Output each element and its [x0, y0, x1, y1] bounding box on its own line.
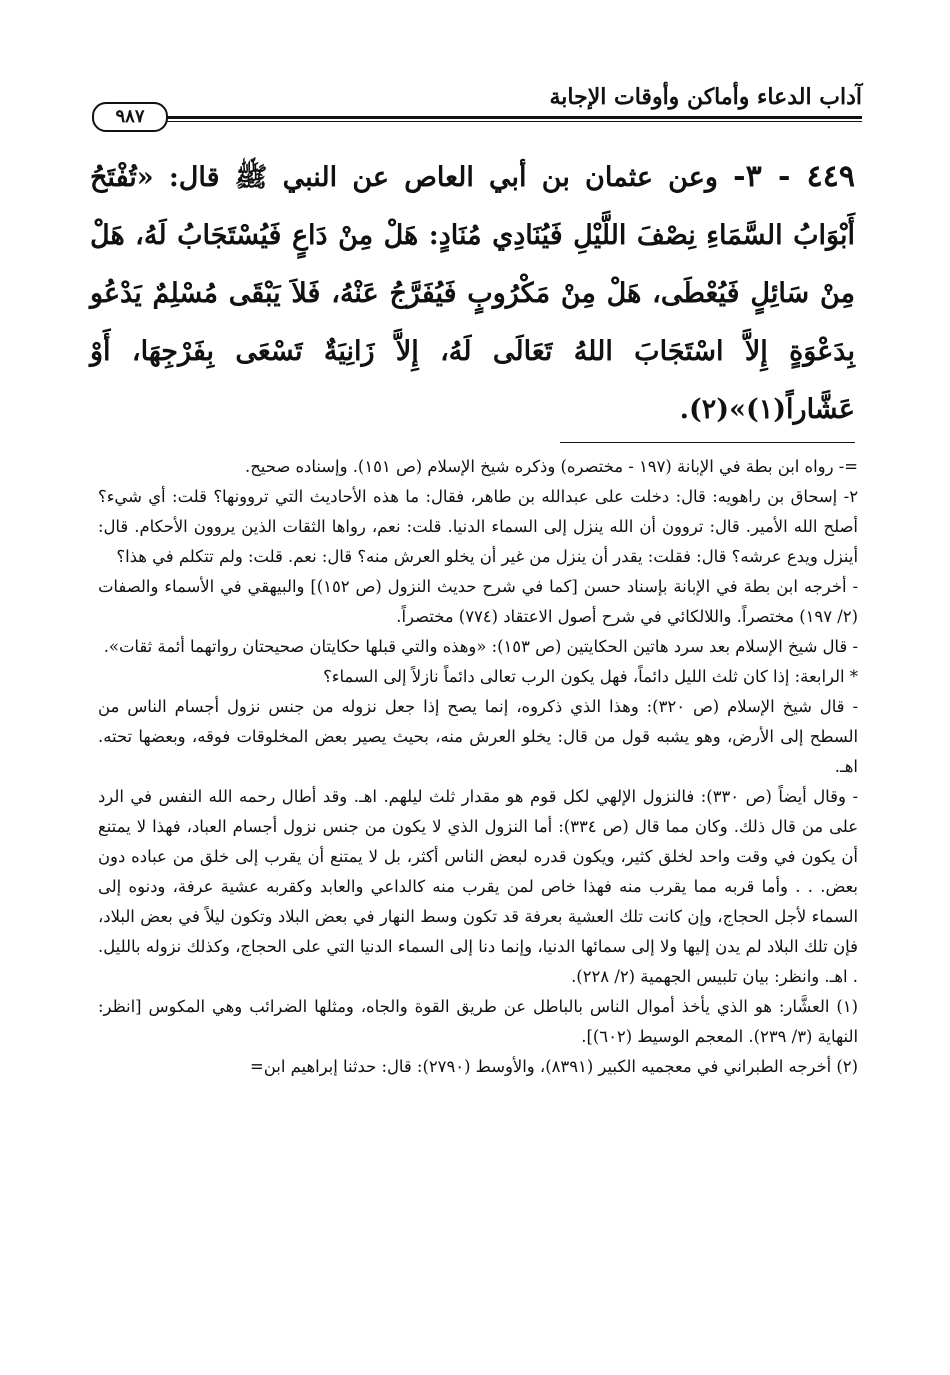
footnotes [98, 452, 858, 1082]
footnote-paragraph: - قال شيخ الإسلام (ص ٣٢٠): وهذا الذي ذكروه، إنما يصح إذا جعل نزوله من جنس نزول أجسام الناس من السطح إلى الأرض، وهو يشبه قول من قال: يخلو العرش منه، بحيث يصير بعض المخلوقات فوقه، وبعضها تحته. اهـ. [98, 697, 858, 776]
footnote-paragraph: (٢) أخرجه الطبراني في معجميه الكبير (٨٣٩١)، والأوسط (٢٧٩٠): قال: حدثنا إبراهيم ابن= [250, 1057, 858, 1076]
footnote-paragraph: =- رواه ابن بطة في الإبانة (١٩٧ - مختصره) وذكره شيخ الإسلام (ص ١٥١). وإسناده صحيح. [245, 457, 858, 476]
page-number: ٩٨٧ [92, 102, 168, 132]
header-title: آداب الدعاء وأماكن وأوقات الإجابة [549, 84, 862, 110]
header-rule [157, 116, 862, 119]
footnote-paragraph: - وقال أيضاً (ص ٣٣٠): فالنزول الإلهي لكل قوم هو مقدار ثلث ليلهم. اهـ. وقد أطال رحمه الله النفس في الرد على من قال ذلك. وكان مما قال (ص ٣٣٤): أما النزول الذي لا يكون من جنس نزول أجسام العباد، فهذا لا يمتنع أن يكون في وقت واحد لخلق كثير، ويكون قدره لبعض الناس أكثر، بل لا يمتنع أن يقرب إلى خلق من عباده دون بعض. . . وأما قربه مما يقرب منه فهذا خاص لمن يقرب منه كالداعي والعابد وكقربه عشية عرفة، ودنوه إلى السماء لأجل الحجاج، وإن كانت تلك العشية بعرفة قد تكون وسط النهار في بعض البلاد وتكون ليلاً في بعض البلاد، فإن تلك البلاد لم يدن إليها ولا إلى سمائها الدنيا، وإنما دنا إلى السماء الدنيا التي على الحجاج، وكذلك نزوله بالليل. . اهـ. وانظر: بيان تلبيس الجهمية (٢/ ٢٢٨). [98, 787, 858, 986]
footnote-paragraph: ٢- إسحاق بن راهويه: قال: دخلت على عبدالله بن طاهر، فقال: ما هذه الأحاديث التي تروونها؟ قلت: أي شيء؟ أصلح الله الأمير. قال: تروون أن الله ينزل إلى السماء الدنيا. قلت: نعم، رواها الثقات الذين يروون الأحكام. قال: أينزل ويدع عرشه؟ قال: فقلت: يقدر أن ينزل من غير أن يخلو العرش منه؟ قال: نعم. قلت: ولم تتكلم في هذا؟ [98, 487, 858, 566]
footnote-divider [560, 442, 855, 443]
footnote-paragraph: - أخرجه ابن بطة في الإبانة بإسناد حسن [كما في شرح حديث النزول (ص ١٥٢)] والبيهقي في الأسماء والصفات (٢/ ١٩٧) مختصراً. واللالكائي في شرح أصول الاعتقاد (٧٧٤) مختصراً. [98, 577, 858, 626]
footnote-paragraph: * الرابعة: إذا كان ثلث الليل دائماً، فهل يكون الرب تعالى دائماً نازلاً إلى السماء؟ [323, 667, 858, 686]
hadith-number: ٤٤٩ - ٣- [733, 159, 855, 194]
hadith-paragraph [90, 148, 855, 439]
footnote-paragraph: (١) العشَّار: هو الذي يأخذ أموال الناس بالباطل عن طريق القوة والجاه، ومثلها الضرائب وهي المكوس [انظر: النهاية (٣/ ٢٣٩). المعجم الوسيط (٦٠٢)]. [98, 997, 858, 1046]
header-rule-thin [157, 121, 862, 122]
footnote-paragraph: - قال شيخ الإسلام بعد سرد هاتين الحكايتين (ص ١٥٣): «وهذه والتي قبلها حكايتان صحيحتان رواتهما أئمة ثقات». [103, 637, 858, 656]
hadith-text: وعن عثمان بن أبي العاص عن النبي ﷺ قال: «تُفْتَحُ أَبْوَابُ السَّمَاءِ نِصْفَ اللَّيْلِ فَيُنَادِي مُنَادٍ: هَلْ مِنْ دَاعٍ فَيُسْتَجَابُ لَهُ، هَلْ مِنْ سَائِلٍ فَيُعْطَى، هَلْ مِنْ مَكْرُوبٍ فَيُفَرَّجُ عَنْهُ، فَلاَ يَبْقَى مُسْلِمٌ يَدْعُو بِدَعْوَةٍ إِلاَّ اسْتَجَابَ اللهُ تَعَالَى لَهُ، إِلاَّ زَانِيَةٌ تَسْعَى بِفَرْجِهَا، أَوْ عَشَّاراً(١)»(٢). [90, 162, 855, 425]
running-header [92, 82, 862, 132]
